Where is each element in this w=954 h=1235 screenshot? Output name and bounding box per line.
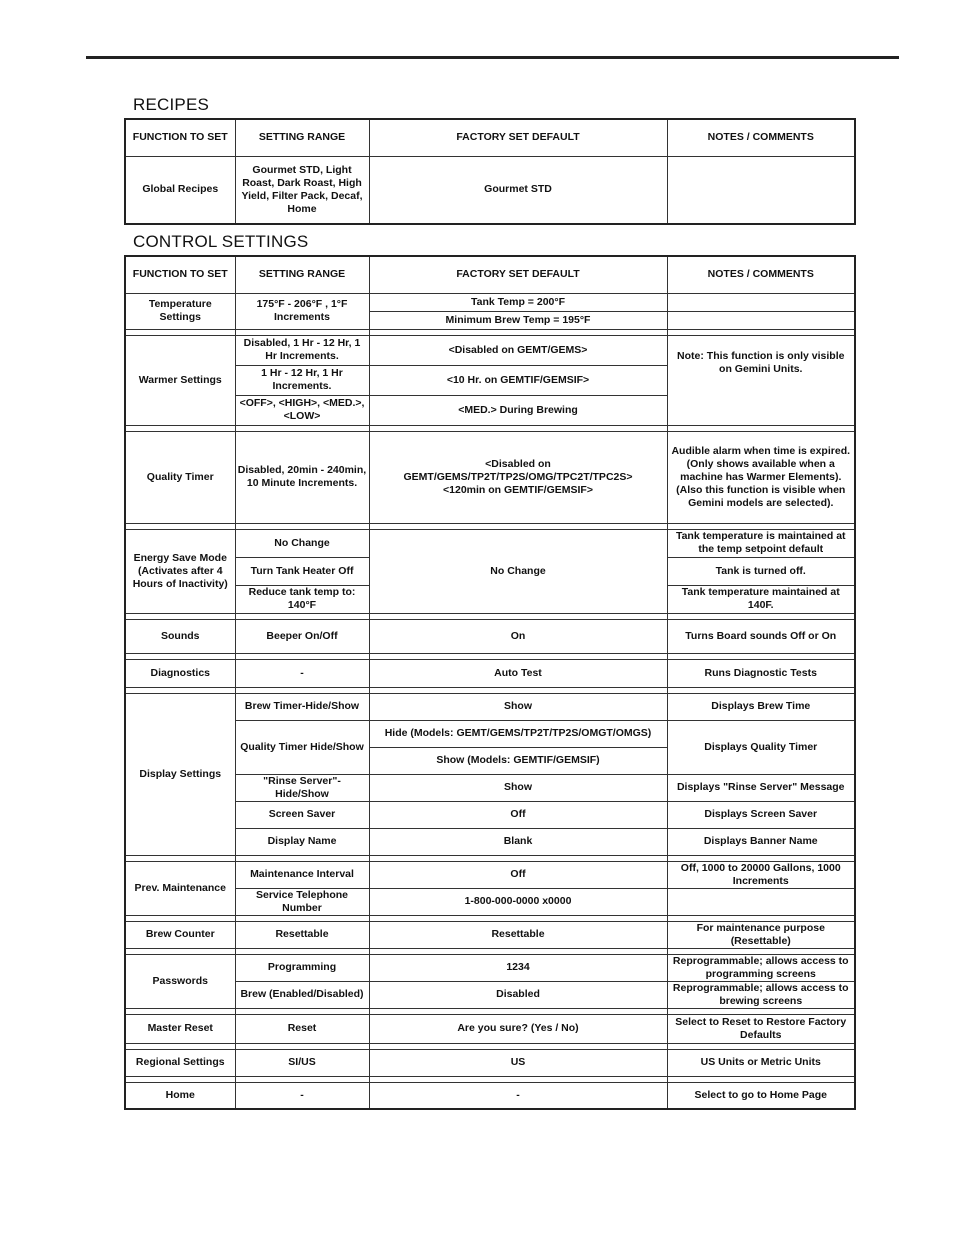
- default-cell: Minimum Brew Temp = 195°F: [369, 311, 667, 329]
- table-row: [125, 1049, 855, 1076]
- header-range: SETTING RANGE: [235, 119, 369, 156]
- default-cell: Show: [369, 693, 667, 720]
- notes-cell: Reprogrammable; allows access to programming screens: [667, 954, 855, 981]
- notes-cell: Reprogrammable; allows access to brewing screens: [667, 981, 855, 1008]
- function-cell: Passwords: [125, 954, 235, 1008]
- table-row: [125, 1014, 855, 1043]
- default-cell: <10 Hr. on GEMTIF/GEMSIF>: [369, 365, 667, 395]
- header-notes: NOTES / COMMENTS: [667, 119, 855, 156]
- control-settings-title: CONTROL SETTINGS: [133, 232, 309, 251]
- header-range: SETTING RANGE: [235, 256, 369, 293]
- notes-cell: Note: This function is only visible on Gemini Units.: [667, 335, 855, 425]
- notes-cell: Off, 1000 to 20000 Gallons, 1000 Increments: [667, 861, 855, 888]
- header-rule: [86, 56, 899, 59]
- table-row: [125, 659, 855, 687]
- range-cell: Screen Saver: [235, 801, 369, 828]
- range-cell: 1 Hr - 12 Hr, 1 Hr Increments.: [235, 365, 369, 395]
- table-row: [125, 954, 855, 981]
- range-cell: SI/US: [235, 1049, 369, 1076]
- notes-cell: Tank is turned off.: [667, 557, 855, 585]
- range-cell: Reduce tank temp to: 140°F: [235, 585, 369, 613]
- default-cell: Are you sure? (Yes / No): [369, 1014, 667, 1043]
- notes-cell: Displays Banner Name: [667, 828, 855, 855]
- table-row: [125, 1082, 855, 1109]
- default-cell: Gourmet STD: [369, 156, 667, 224]
- function-cell: Display Settings: [125, 693, 235, 855]
- default-cell: 1-800-000-0000 x0000: [369, 888, 667, 915]
- default-cell: Blank: [369, 828, 667, 855]
- table-row: [125, 293, 855, 311]
- range-cell: Resettable: [235, 921, 369, 948]
- range-cell: Programming: [235, 954, 369, 981]
- range-cell: Beeper On/Off: [235, 619, 369, 653]
- function-cell: Quality Timer: [125, 431, 235, 523]
- range-cell: Brew Timer-Hide/Show: [235, 693, 369, 720]
- table-row: [125, 619, 855, 653]
- default-cell: On: [369, 619, 667, 653]
- table-row: [125, 801, 855, 828]
- table-row: [125, 774, 855, 801]
- default-cell: Show (Models: GEMTIF/GEMSIF): [369, 747, 667, 774]
- default-cell: No Change: [369, 529, 667, 613]
- table-row: [125, 335, 855, 365]
- range-cell: 175°F - 206°F , 1°F Increments: [235, 293, 369, 329]
- range-cell: Gourmet STD, Light Roast, Dark Roast, High Yield, Filter Pack, Decaf, Home: [235, 156, 369, 224]
- table-row: [125, 693, 855, 720]
- default-cell: <Disabled on GEMT/GEMS>: [369, 335, 667, 365]
- header-function: FUNCTION TO SET: [125, 119, 235, 156]
- default-cell: 1234: [369, 954, 667, 981]
- range-cell: Quality Timer Hide/Show: [235, 720, 369, 774]
- table-row: [125, 981, 855, 1008]
- default-cell: US: [369, 1049, 667, 1076]
- table-row: [125, 720, 855, 747]
- notes-cell: Displays "Rinse Server" Message: [667, 774, 855, 801]
- table-row: [125, 529, 855, 557]
- recipes-table: [124, 118, 856, 225]
- default-cell: Resettable: [369, 921, 667, 948]
- range-cell: "Rinse Server"-Hide/Show: [235, 774, 369, 801]
- range-cell: Disabled, 20min - 240min, 10 Minute Increments.: [235, 431, 369, 523]
- table-row: [125, 861, 855, 888]
- default-cell: Off: [369, 801, 667, 828]
- table-row: [125, 156, 855, 224]
- notes-cell: US Units or Metric Units: [667, 1049, 855, 1076]
- notes-cell: Select to Reset to Restore Factory Defaults: [667, 1014, 855, 1043]
- range-cell: Service Telephone Number: [235, 888, 369, 915]
- range-cell: -: [235, 1082, 369, 1109]
- table-header-row: [125, 119, 855, 156]
- function-cell: Prev. Maintenance: [125, 861, 235, 915]
- range-cell: Brew (Enabled/Disabled): [235, 981, 369, 1008]
- function-cell: Global Recipes: [125, 156, 235, 224]
- notes-cell: Displays Brew Time: [667, 693, 855, 720]
- table-row: [125, 888, 855, 915]
- function-cell: Temperature Settings: [125, 293, 235, 329]
- notes-cell: Displays Quality Timer: [667, 720, 855, 774]
- function-cell: Home: [125, 1082, 235, 1109]
- function-cell: Sounds: [125, 619, 235, 653]
- notes-cell: [667, 888, 855, 915]
- default-line: <120min on GEMTIF/GEMSIF>: [443, 483, 593, 496]
- range-cell: -: [235, 659, 369, 687]
- notes-cell: [667, 156, 855, 224]
- function-cell: Brew Counter: [125, 921, 235, 948]
- notes-cell: For maintenance purpose (Resettable): [667, 921, 855, 948]
- default-line: <Disabled on GEMT/GEMS/TP2T/TP2S/OMG/TPC2T/TPC2S>: [403, 457, 633, 483]
- default-cell: [369, 431, 667, 523]
- notes-cell: Tank temperature maintained at 140F.: [667, 585, 855, 613]
- notes-cell: Tank temperature is maintained at the temp setpoint default: [667, 529, 855, 557]
- function-cell: Regional Settings: [125, 1049, 235, 1076]
- function-cell: Master Reset: [125, 1014, 235, 1043]
- table-row: [125, 828, 855, 855]
- default-cell: Hide (Models: GEMT/GEMS/TP2T/TP2S/OMGT/OMGS): [369, 720, 667, 747]
- table-header-row: [125, 256, 855, 293]
- default-cell: Auto Test: [369, 659, 667, 687]
- range-cell: Reset: [235, 1014, 369, 1043]
- default-cell: <MED.> During Brewing: [369, 395, 667, 425]
- range-cell: Display Name: [235, 828, 369, 855]
- range-cell: Disabled, 1 Hr - 12 Hr, 1 Hr Increments.: [235, 335, 369, 365]
- header-notes: NOTES / COMMENTS: [667, 256, 855, 293]
- recipes-title: RECIPES: [133, 95, 210, 114]
- default-cell: -: [369, 1082, 667, 1109]
- notes-cell: [667, 311, 855, 329]
- notes-cell: Audible alarm when time is expired. (Only shows available when a machine has Warmer Elements). (Also this function is visible when Gemini models are selected).: [667, 431, 855, 523]
- notes-cell: Turns Board sounds Off or On: [667, 619, 855, 653]
- function-cell: Diagnostics: [125, 659, 235, 687]
- notes-cell: Displays Screen Saver: [667, 801, 855, 828]
- range-cell: Maintenance Interval: [235, 861, 369, 888]
- function-cell: Energy Save Mode (Activates after 4 Hours of Inactivity): [125, 529, 235, 613]
- default-cell: Tank Temp = 200°F: [369, 293, 667, 311]
- notes-cell: [667, 293, 855, 311]
- table-row: [125, 431, 855, 523]
- header-default: FACTORY SET DEFAULT: [369, 119, 667, 156]
- notes-cell: Runs Diagnostic Tests: [667, 659, 855, 687]
- default-cell: Show: [369, 774, 667, 801]
- notes-cell: Select to go to Home Page: [667, 1082, 855, 1109]
- function-cell: Warmer Settings: [125, 335, 235, 425]
- range-cell: No Change: [235, 529, 369, 557]
- table-row: [125, 921, 855, 948]
- default-cell: Off: [369, 861, 667, 888]
- range-cell: Turn Tank Heater Off: [235, 557, 369, 585]
- header-default: FACTORY SET DEFAULT: [369, 256, 667, 293]
- default-cell: Disabled: [369, 981, 667, 1008]
- control-settings-table: [124, 255, 856, 1110]
- header-function: FUNCTION TO SET: [125, 256, 235, 293]
- range-cell: <OFF>, <HIGH>, <MED.>, <LOW>: [235, 395, 369, 425]
